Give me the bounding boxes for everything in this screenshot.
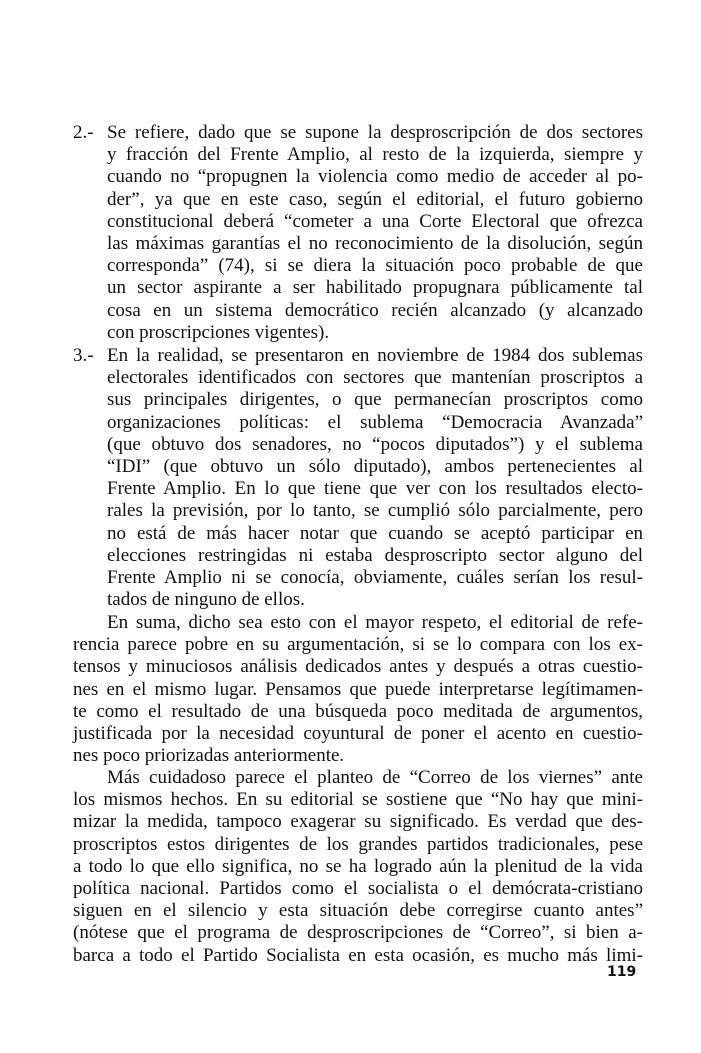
- text-line: las máximas garantías el no reconocimiento de la disolución, según: [107, 232, 643, 254]
- text-line: barca a todo el Partido Socialista en esta ocasión, es mucho más limi-: [73, 944, 643, 966]
- text-line: nes poco priorizadas anteriormente.: [73, 745, 345, 767]
- text-line: der”, ya que en este caso, según el editorial, el futuro gobierno: [107, 188, 643, 210]
- text-line: nes en el mismo lugar. Pensamos que puede interpretarse legítimamen-: [73, 678, 643, 700]
- page-number: 119: [607, 964, 637, 980]
- text-line: corresponda” (74), si se diera la situación poco probable de que: [107, 255, 643, 277]
- text-line: rales la previsión, por lo tanto, se cumplió sólo parcialmente, pero: [107, 500, 643, 522]
- text-line: un sector aspirante a ser habilitado propugnara públicamente tal: [107, 277, 643, 299]
- text-line: En la realidad, se presentaron en noviembre de 1984 dos sublemas: [107, 345, 643, 366]
- text-line: cuando no “propugnen la violencia como medio de acceder al po-: [107, 166, 643, 188]
- item-number: 3.-: [73, 345, 94, 366]
- text-line: rencia parece pobre en su argumentación, si se lo compara con los ex-: [73, 634, 643, 656]
- text-line: cosa en un sistema democrático recién alcanzado (y alcanzado: [107, 299, 643, 321]
- text-line: con proscripciones vigentes).: [107, 321, 330, 343]
- text-line: tensos y minuciosos análisis dedicados antes y después a otras cuestio-: [73, 656, 643, 678]
- text-line: política nacional. Partidos como el socialista o el demócrata-cristiano: [73, 877, 643, 899]
- paragraph-en-suma: [73, 612, 643, 767]
- text-line: justificada por la necesidad coyuntural de poner el acento en cuestio-: [73, 722, 643, 744]
- item-text: [107, 122, 643, 344]
- text-line: (que obtuvo dos senadores, no “pocos diputados”) y el sublema: [107, 433, 643, 455]
- text-line: electorales identificados con sectores que mantenían proscriptos a: [107, 367, 643, 389]
- text-line: y fracción del Frente Amplio, al resto de la izquierda, siempre y: [107, 144, 643, 166]
- text-line: organizaciones políticas: el sublema “Democracia Avanzada”: [107, 411, 643, 433]
- text-line: En suma, dicho sea esto con el mayor respeto, el editorial de refe-: [107, 612, 643, 633]
- item-text: [107, 345, 643, 611]
- text-line: elecciones restringidas ni estaba desproscripto sector alguno del: [107, 544, 643, 566]
- text-line: mizar la medida, tampoco exagerar su significado. Es verdad que des-: [73, 811, 643, 833]
- text-line: a todo lo que ello significa, no se ha logrado aún la plenitud de la vida: [73, 855, 643, 877]
- text-line: Frente Amplio. En lo que tiene que ver con los resultados electo-: [107, 478, 643, 500]
- item-number: 2.-: [73, 122, 94, 143]
- text-line: “IDI” (que obtuvo un sólo diputado), ambos pertenecientes al: [107, 455, 643, 477]
- text-line: constitucional deberá “cometer a una Corte Electoral que ofrezca: [107, 210, 643, 232]
- text-line: (nótese que el programa de desproscripciones de “Correo”, si bien a-: [73, 922, 643, 944]
- text-line: te como el resultado de una búsqueda poco meditada de argumentos,: [73, 700, 643, 722]
- text-line: Frente Amplio ni se conocía, obviamente, cuáles serían los resul-: [107, 566, 643, 588]
- text-line: tados de ninguno de ellos.: [107, 589, 305, 611]
- text-line: proscriptos estos dirigentes de los grandes partidos tradicionales, pese: [73, 833, 643, 855]
- text-line: no está de más hacer notar que cuando se aceptó participar en: [107, 522, 643, 544]
- paragraph-mas-cuidadoso: [73, 767, 643, 967]
- text-line: sus principales dirigentes, o que permanecían proscriptos como: [107, 389, 643, 411]
- text-line: Más cuidadoso parece el planteo de “Correo de los viernes” ante: [107, 767, 643, 788]
- text-line: los mismos hechos. En su editorial se sostiene que “No hay que mini-: [73, 789, 643, 811]
- text-line: siguen en el silencio y esta situación debe corregirse cuanto antes”: [73, 900, 643, 922]
- text-line: Se refiere, dado que se supone la desproscripción de dos sectores: [107, 122, 643, 143]
